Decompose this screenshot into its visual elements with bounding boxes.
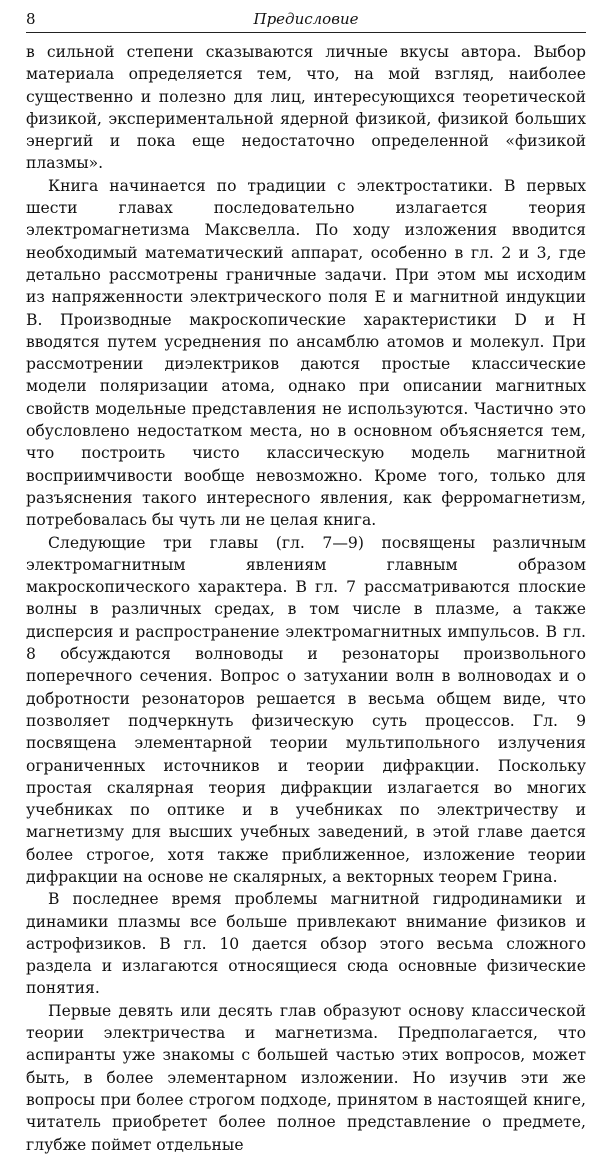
paragraph-4: В последнее время проблемы магнитной гидродинамики и динамики плазмы все больше привлекают внимание физиков и астрофизиков. В гл. 10 дается обзор этого весьма сложного раздела и излагаются относящиеся сюда основные физические понятия. [26, 890, 586, 998]
body-text [26, 41, 586, 1156]
running-head [26, 8, 586, 33]
book-page [26, 8, 586, 1156]
running-title: Предисловие [253, 10, 359, 28]
paragraph-2: Книга начинается по традиции с электростатики. В первых шести главах последовательно излагается теория электромагнетизма Максвелла. По ходу изложения вводится необходимый математический аппарат, особенно в гл. 2 и 3, где детально рассмотрены граничные задачи. При этом мы исходим из напряженности электрического поля E и магнитной индукции B. Производные макроскопические характеристики D и H вводятся путем усреднения по ансамблю атомов и молекул. При рассмотрении диэлектриков даются простые классические модели поляризации атома, однако при описании магнитных свойств модельные представления не используются. Частично это обусловлено недостатком места, но в основном объясняется тем, что построить чисто классическую модель магнитной восприимчивости вообще невозможно. Кроме того, только для разъяснения такого интересного явления, как ферромагнетизм, потребовалась бы чуть ли не целая книга. [26, 176, 586, 530]
page-number: 8 [26, 10, 36, 28]
paragraph-3: Следующие три главы (гл. 7—9) посвящены различным электромагнитным явлениям главным образом макроскопического характера. В гл. 7 рассматриваются плоские волны в различных средах, в том числе в плазме, а также дисперсия и распространение электромагнитных импульсов. В гл. 8 обсуждаются волноводы и резонаторы произвольного поперечного сечения. Вопрос о затухании волн в волноводах и о добротности резонаторов решается в весьма общем виде, что позволяет подчеркнуть физическую суть процессов. Гл. 9 посвящена элементарной теории мультипольного излучения ограниченных источников и теории дифракции. Поскольку простая скалярная теория дифракции излагается во многих учебниках по оптике и в учебниках по электричеству и магнетизму для высших учебных заведений, в этой главе дается более строгое, хотя также приближенное, изложение теории дифракции на основе не скалярных, а векторных теорем Грина. [26, 533, 586, 886]
paragraph-5: Первые девять или десять глав образуют основу классической теории электричества и магнетизма. Предполагается, что аспиранты уже знакомы с большей частью этих вопросов, может быть, в более элементарном изложении. Но изучив эти же вопросы при более строгом подходе, принятом в настоящей книге, читатель приобретет более полное представление о предмете, глубже поймет отдельные [26, 1001, 586, 1154]
paragraph-1: в сильной степени сказываются личные вкусы автора. Выбор материала определяется тем, что, на мой взгляд, наиболее существенно и полезно для лиц, интересующихся теоретической физикой, экспериментальной ядерной физикой, физикой больших энергий и пока еще недостаточно определенной «физикой плазмы». [26, 43, 586, 173]
